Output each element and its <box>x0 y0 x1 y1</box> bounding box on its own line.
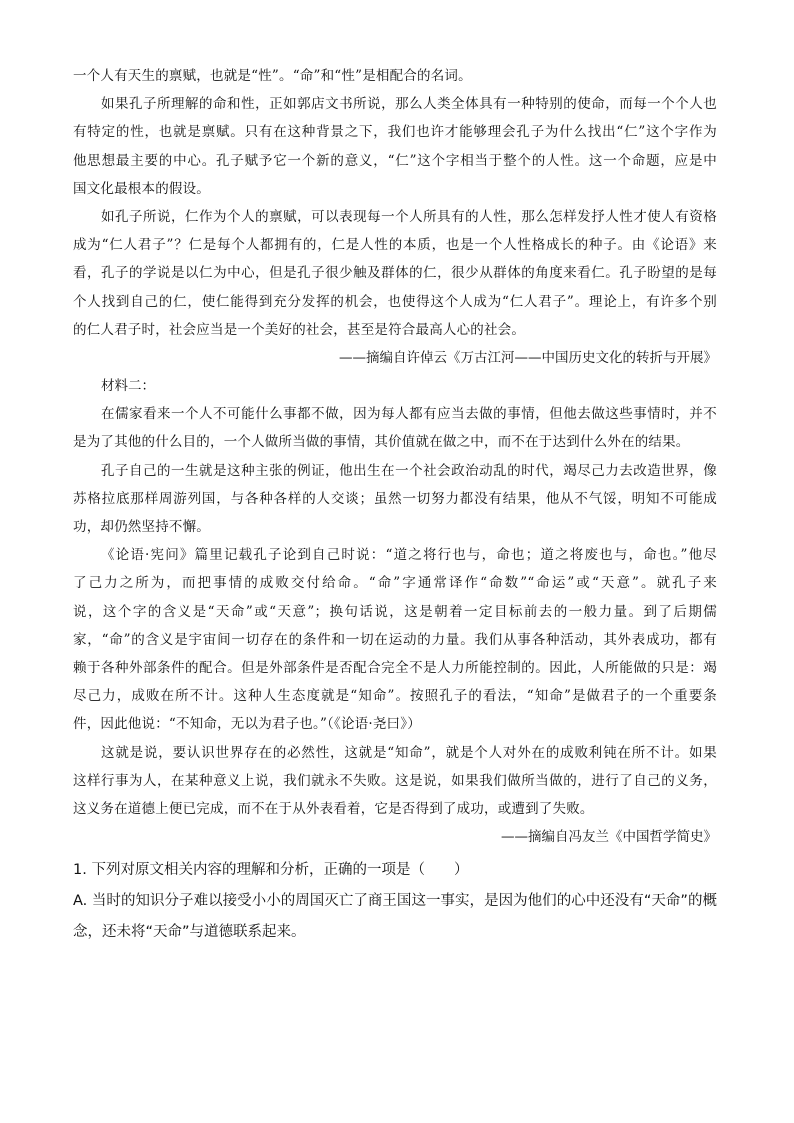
paragraph-line: 如孔子所说，仁作为个人的禀赋，可以表现每一个人所具有的人性，那么怎样发抒人性才使人有资格 <box>101 208 717 225</box>
section-heading: 材料二： <box>101 378 155 395</box>
paragraph-line: 功，却仍然坚持不懈。 <box>73 519 210 535</box>
material-two <box>73 372 717 851</box>
question-block <box>73 855 717 948</box>
paragraph <box>73 400 717 456</box>
paragraph-line: 一个人有天生的禀赋，也就是“性”。“命”和“性”是相配合的名词。 <box>73 68 472 84</box>
paragraph <box>73 90 717 203</box>
paragraph-line: 的仁人君子时，社会应当是一个美好的社会，甚至是符合最高人心的社会。 <box>73 321 526 338</box>
paragraph-line: 家，“命”的含义是宇宙间一切存在的条件和一切在运动的力量。我们从事各种活动，其外表成功，都有 <box>73 631 717 648</box>
paragraph <box>73 457 717 542</box>
paragraph-line: 赖于各种外部条件的配合。但是外部条件是否配合完全不是人力所能控制的。因此，人所能做的只是：竭 <box>73 659 717 676</box>
option-a <box>73 886 717 948</box>
paragraph-line: 国文化最根本的假设。 <box>73 180 210 197</box>
paragraph-line: 这样行事为人，在某种意义上说，我们就永不失败。这是说，如果我们做所当做的，进行了自己的义务， <box>73 772 717 789</box>
paragraph <box>73 541 717 738</box>
document-page <box>73 62 717 948</box>
material-one <box>73 62 717 372</box>
paragraph-line: 他思想最主要的中心。孔子赋予它一个新的意义，“仁”这个字相当于整个的人性。这一个命题，应是中 <box>73 152 717 169</box>
paragraph-line: 了己力之所为，而把事情的成败交付给命。“命”字通常译作“命数”“命运”或“天意”。就孔子来 <box>73 575 717 592</box>
option-a-line: A. 当时的知识分子难以接受小小的周国灭亡了商王国这一事实，是因为他们的心中还没有“天命”的概 <box>73 893 717 910</box>
source-citation: ——摘编自冯友兰《中国哲学简史》 <box>501 829 717 846</box>
paragraph-line: 尽己力，成败在所不计。这种人生态度就是“知命”。按照孔子的看法，“知命”是做君子的一个重要条 <box>73 688 717 705</box>
paragraph-line: 件，因此他说：“不知命，无以为君子也。”（《论语·尧曰》） <box>73 716 421 733</box>
paragraph-line: 看，孔子的学说是以仁为中心，但是孔子很少触及群体的仁，很少从群体的角度来看仁。孔子盼望的是每 <box>73 265 717 282</box>
paragraph-line: 个人找到自己的仁，使仁能得到充分发挥的机会，也使得这个人成为“仁人君子”。理论上，有许多个别 <box>73 293 717 310</box>
source-citation: ——摘编自许倬云《万古江河——中国历史文化的转折与开展》 <box>339 349 717 366</box>
paragraph-line: 这就是说，要认识世界存在的必然性，这就是“知命”，就是个人对外在的成败利钝在所不计。如果 <box>101 744 717 761</box>
paragraph-line: 孔子自己的一生就是这种主张的例证，他出生在一个社会政治动乱的时代，竭尽己力去改造世界，像 <box>101 462 717 479</box>
paragraph-line: 《论语·宪问》篇里记载孔子论到自己时说：“道之将行也与，命也；道之将废也与，命也。”他尽 <box>101 547 717 564</box>
paragraph-line: 是为了其他的什么目的，一个人做所当做的事情，其价值就在做之中，而不在于达到什么外在的结果。 <box>73 434 690 451</box>
paragraph-line: 如果孔子所理解的命和性，正如郭店文书所说，那么人类全体具有一种特别的使命，而每一个个人也 <box>101 96 717 113</box>
paragraph <box>73 203 717 344</box>
paragraph-line: 苏格拉底那样周游列国，与各种各样的人交谈；虽然一切努力都没有结果，他从不气馁，明知不可能成 <box>73 490 717 507</box>
paragraph-line: 成为“仁人君子”？仁是每个人都拥有的，仁是人性的本质，也是一个人性格成长的种子。由《论语》来 <box>73 237 717 254</box>
paragraph <box>73 739 717 824</box>
question-stem: 1. 下列对原文相关内容的理解和分析，正确的一项是（ ） <box>73 862 469 879</box>
paragraph-line: 在儒家看来一个人不可能什么事都不做，因为每人都有应当去做的事情，但他去做这些事情时，并不 <box>101 406 717 423</box>
paragraph-line: 说，这个字的含义是“天命”或“天意”；换句话说，这是朝着一定目标前去的一般力量。到了后期儒 <box>73 603 717 620</box>
paragraph-line: 有特定的性，也就是禀赋。只有在这种背景之下，我们也许才能够理会孔子为什么找出“仁”这个字作为 <box>73 124 717 141</box>
paragraph-line: 这义务在道德上便已完成，而不在于从外表看着，它是否得到了成功，或遭到了失败。 <box>73 800 594 817</box>
option-a-line: 念，还未将“天命”与道德联系起来。 <box>73 924 306 941</box>
